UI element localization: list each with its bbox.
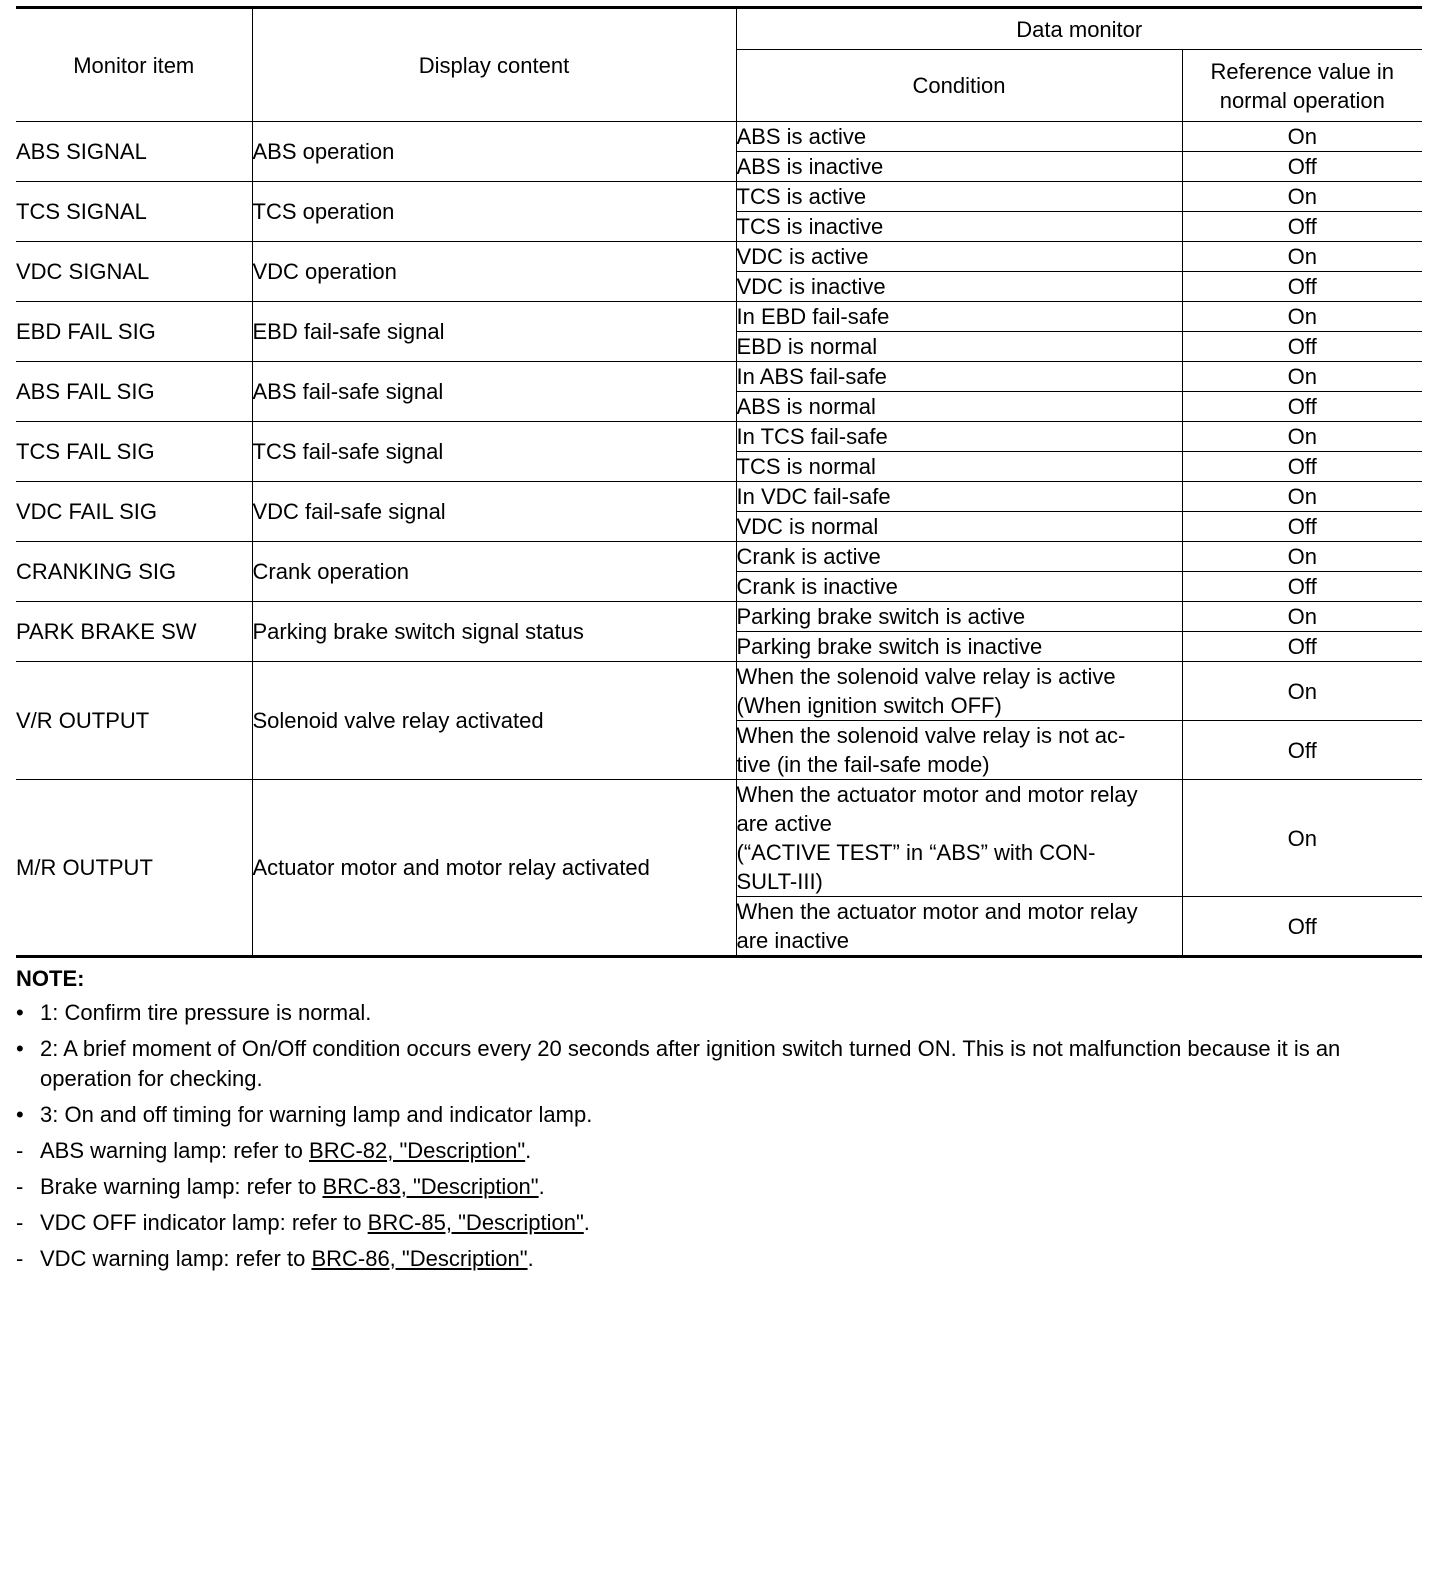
monitor-item-cell: VDC FAIL SIG — [16, 482, 252, 542]
header-reference-value: Reference value in normal operation — [1182, 50, 1422, 122]
reference-value-cell: On — [1182, 662, 1422, 721]
dash-item-text: Brake warning lamp: refer to — [40, 1174, 323, 1199]
table-row — [16, 780, 1422, 897]
display-content-cell: Actuator motor and motor relay activated — [252, 780, 736, 957]
reference-value-cell: Off — [1182, 272, 1422, 302]
condition-cell: When the solenoid valve relay is active (When ignition switch OFF) — [736, 662, 1182, 721]
condition-cell: When the actuator motor and motor relay are inactive — [736, 897, 1182, 957]
table-row — [16, 362, 1422, 392]
table-row — [16, 542, 1422, 572]
note-bullet-text: 3: On and off timing for warning lamp and indicator lamp. — [40, 1102, 593, 1127]
condition-cell: Crank is inactive — [736, 572, 1182, 602]
display-content-cell: EBD fail-safe signal — [252, 302, 736, 362]
dash-item-suffix: . — [527, 1246, 534, 1271]
note-bullet — [16, 1034, 1422, 1094]
condition-cell: TCS is inactive — [736, 212, 1182, 242]
condition-cell: ABS is inactive — [736, 152, 1182, 182]
condition-cell: In ABS fail-safe — [736, 362, 1182, 392]
dash-mark: - — [16, 1138, 24, 1163]
monitor-item-cell: PARK BRAKE SW — [16, 602, 252, 662]
table-row — [16, 122, 1422, 152]
condition-cell: TCS is normal — [736, 452, 1182, 482]
table-row — [16, 482, 1422, 512]
monitor-item-cell: TCS SIGNAL — [16, 182, 252, 242]
condition-cell: When the solenoid valve relay is not ac- tive (in the fail-safe mode) — [736, 721, 1182, 780]
dash-item-suffix: . — [538, 1174, 545, 1199]
dash-item-text: VDC warning lamp: refer to — [40, 1246, 312, 1271]
header-monitor-item: Monitor item — [16, 8, 252, 122]
note-bullet-text: 1: Confirm tire pressure is normal. — [40, 1000, 372, 1025]
monitor-item-cell: M/R OUTPUT — [16, 780, 252, 957]
dash-item-suffix: . — [583, 1210, 590, 1235]
monitor-item-cell: V/R OUTPUT — [16, 662, 252, 780]
note-bullet — [16, 998, 1422, 1028]
display-content-cell: TCS fail-safe signal — [252, 422, 736, 482]
header-display-content: Display content — [252, 8, 736, 122]
monitor-item-cell: TCS FAIL SIG — [16, 422, 252, 482]
document — [16, 6, 1422, 1280]
reference-link[interactable]: BRC-82, "Description" — [309, 1138, 526, 1163]
condition-cell: ABS is normal — [736, 392, 1182, 422]
condition-cell: Crank is active — [736, 542, 1182, 572]
display-content-cell: VDC operation — [252, 242, 736, 302]
table-row — [16, 602, 1422, 632]
reference-value-cell: On — [1182, 302, 1422, 332]
dash-item-suffix: . — [525, 1138, 532, 1163]
header-data-monitor: Data monitor — [736, 8, 1422, 50]
bullet-mark: • — [16, 1102, 24, 1127]
reference-value-cell: Off — [1182, 212, 1422, 242]
condition-cell: VDC is inactive — [736, 272, 1182, 302]
table-row — [16, 182, 1422, 212]
condition-cell: VDC is normal — [736, 512, 1182, 542]
condition-cell: ABS is active — [736, 122, 1182, 152]
table-row — [16, 662, 1422, 721]
table-body — [16, 122, 1422, 957]
condition-cell: EBD is normal — [736, 332, 1182, 362]
reference-value-cell: Off — [1182, 332, 1422, 362]
condition-cell: TCS is active — [736, 182, 1182, 212]
reference-value-cell: On — [1182, 362, 1422, 392]
condition-cell: In VDC fail-safe — [736, 482, 1182, 512]
reference-link[interactable]: BRC-85, "Description" — [367, 1210, 584, 1235]
bullet-mark: • — [16, 1000, 24, 1025]
condition-cell: Parking brake switch is active — [736, 602, 1182, 632]
reference-value-cell: Off — [1182, 452, 1422, 482]
dash-mark: - — [16, 1246, 24, 1271]
reference-value-cell: On — [1182, 242, 1422, 272]
note-dash-item — [16, 1172, 1422, 1202]
monitor-item-cell: ABS SIGNAL — [16, 122, 252, 182]
reference-value-cell: Off — [1182, 392, 1422, 422]
condition-cell: When the actuator motor and motor relay are active (“ACTIVE TEST” in “ABS” with CON- SULT-III) — [736, 780, 1182, 897]
note-dash-item — [16, 1208, 1422, 1238]
reference-value-cell: Off — [1182, 897, 1422, 957]
data-monitor-table — [16, 6, 1422, 958]
reference-value-cell: On — [1182, 482, 1422, 512]
table-row — [16, 242, 1422, 272]
reference-link[interactable]: BRC-83, "Description" — [322, 1174, 539, 1199]
monitor-item-cell: ABS FAIL SIG — [16, 362, 252, 422]
reference-value-cell: Off — [1182, 721, 1422, 780]
display-content-cell: Crank operation — [252, 542, 736, 602]
table-row — [16, 422, 1422, 452]
monitor-item-cell: VDC SIGNAL — [16, 242, 252, 302]
display-content-cell: Parking brake switch signal status — [252, 602, 736, 662]
monitor-item-cell: EBD FAIL SIG — [16, 302, 252, 362]
reference-value-cell: On — [1182, 542, 1422, 572]
dash-item-text: ABS warning lamp: refer to — [40, 1138, 310, 1163]
reference-value-cell: On — [1182, 122, 1422, 152]
note-dash-item — [16, 1244, 1422, 1274]
reference-value-cell: On — [1182, 780, 1422, 897]
reference-value-cell: Off — [1182, 572, 1422, 602]
reference-value-cell: Off — [1182, 152, 1422, 182]
dash-mark: - — [16, 1210, 24, 1235]
dash-mark: - — [16, 1174, 24, 1199]
note-dash-item — [16, 1136, 1422, 1166]
condition-cell: In EBD fail-safe — [736, 302, 1182, 332]
display-content-cell: ABS operation — [252, 122, 736, 182]
display-content-cell: ABS fail-safe signal — [252, 362, 736, 422]
display-content-cell: VDC fail-safe signal — [252, 482, 736, 542]
condition-cell: Parking brake switch is inactive — [736, 632, 1182, 662]
reference-link[interactable]: BRC-86, "Description" — [311, 1246, 528, 1271]
note-bullets — [16, 998, 1422, 1130]
reference-value-cell: On — [1182, 182, 1422, 212]
reference-value-cell: Off — [1182, 512, 1422, 542]
table-row — [16, 302, 1422, 332]
monitor-item-cell: CRANKING SIG — [16, 542, 252, 602]
dash-item-text: VDC OFF indicator lamp: refer to — [40, 1210, 368, 1235]
reference-value-cell: On — [1182, 602, 1422, 632]
notes-section — [16, 964, 1422, 1274]
bullet-mark: • — [16, 1036, 24, 1061]
header-condition: Condition — [736, 50, 1182, 122]
condition-cell: In TCS fail-safe — [736, 422, 1182, 452]
display-content-cell: TCS operation — [252, 182, 736, 242]
note-dash-items — [16, 1136, 1422, 1274]
note-bullet — [16, 1100, 1422, 1130]
reference-value-cell: On — [1182, 422, 1422, 452]
condition-cell: VDC is active — [736, 242, 1182, 272]
reference-value-cell: Off — [1182, 632, 1422, 662]
note-bullet-text: 2: A brief moment of On/Off condition occurs every 20 seconds after ignition switch turned ON. This is not malfunction because it is an operation for checking. — [40, 1036, 1341, 1091]
display-content-cell: Solenoid valve relay activated — [252, 662, 736, 780]
note-title: NOTE: — [16, 966, 85, 991]
